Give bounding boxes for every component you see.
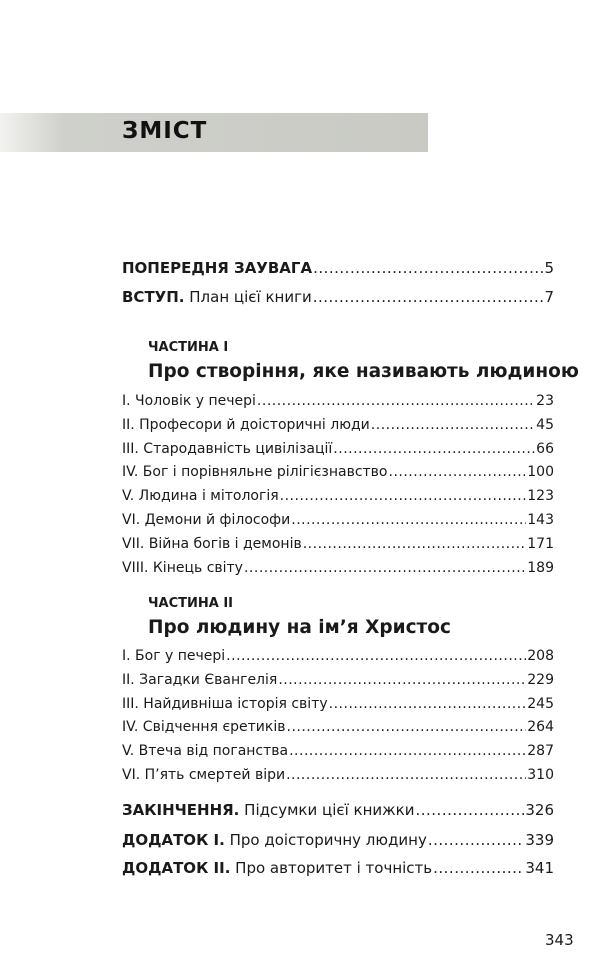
part-label: ЧАСТИНА I: [148, 340, 229, 355]
chapter-title: IV. Свідчення єретиків: [122, 719, 286, 736]
chapter-page: 123: [527, 488, 554, 505]
entry-page: 5: [544, 259, 554, 277]
chapter-entry[interactable]: [122, 441, 554, 457]
entry-page: 339: [525, 831, 554, 849]
chapter-entry[interactable]: [122, 672, 554, 688]
chapter-entry[interactable]: [122, 417, 554, 433]
chapter-entry[interactable]: [122, 536, 554, 552]
toc-entry[interactable]: [122, 288, 554, 306]
leader-dots: [291, 512, 526, 528]
entry-bold: ВСТУП.: [122, 288, 185, 306]
leader-dots: [329, 696, 527, 712]
leader-dots: [313, 288, 544, 306]
leader-dots: [289, 743, 526, 759]
chapter-page: 208: [527, 648, 554, 664]
chapter-page: 189: [527, 559, 554, 576]
page-title: ЗМІСТ: [122, 118, 208, 144]
toc-entry[interactable]: [122, 801, 554, 819]
chapter-title: V. Людина і мітологія: [122, 488, 279, 505]
chapter-entry[interactable]: [122, 464, 554, 480]
chapter-title: III. Стародавність цивілізації: [122, 440, 333, 457]
leader-dots: [280, 488, 527, 504]
chapter-entry[interactable]: [122, 393, 554, 409]
entry-page: 341: [525, 859, 554, 877]
chapter-title: III. Найдивніша історія світу: [122, 695, 328, 712]
leader-dots: [257, 393, 535, 409]
chapter-entry[interactable]: [122, 488, 554, 504]
page-number: 343: [545, 931, 574, 949]
toc-entry[interactable]: [122, 259, 554, 277]
leader-dots: [428, 831, 525, 849]
chapter-page: 171: [527, 535, 554, 552]
chapter-page: 287: [527, 743, 554, 760]
leader-dots: [303, 536, 527, 552]
part-heading: Про людину на ім’я Христос: [148, 617, 451, 638]
entry-bold: ЗАКІНЧЕННЯ.: [122, 801, 240, 819]
chapter-title: IV. Бог і порівняльне рілігієзнавство: [122, 464, 388, 481]
chapter-title: VIII. Кінець світу: [122, 559, 243, 576]
leader-dots: [333, 441, 535, 457]
entry-page: 7: [544, 288, 554, 306]
chapter-entry[interactable]: [122, 512, 554, 528]
entry-text: Підсумки цієї книжки: [239, 801, 415, 819]
chapter-page: 264: [527, 719, 554, 736]
entry-bold: ДОДАТОК II.: [122, 859, 231, 877]
toc-entry[interactable]: [122, 831, 554, 849]
leader-dots: [287, 719, 527, 735]
chapter-page: 66: [536, 440, 554, 457]
chapter-title: I. Чоловік у печері: [122, 393, 256, 409]
leader-dots: [433, 859, 524, 877]
chapter-title: V. Втеча від поганства: [122, 743, 289, 760]
title-band: [0, 113, 428, 152]
entry-page: 326: [525, 801, 554, 819]
chapter-entry[interactable]: [122, 743, 554, 759]
chapter-title: II. Професори й доісторичні люди: [122, 416, 370, 433]
chapter-entry[interactable]: [122, 560, 554, 576]
entry-text: Про доісторичну людину: [224, 831, 427, 849]
leader-dots: [371, 417, 535, 433]
leader-dots: [415, 801, 524, 819]
leader-dots: [226, 648, 526, 664]
chapter-entry[interactable]: [122, 696, 554, 712]
leader-dots: [286, 767, 526, 783]
chapter-entry[interactable]: [122, 648, 554, 664]
chapter-title: VI. П’ять смертей віри: [122, 767, 286, 783]
leader-dots: [313, 259, 543, 277]
chapter-entry[interactable]: [122, 767, 554, 783]
chapter-title: II. Загадки Євангелія: [122, 671, 278, 688]
chapter-page: 245: [527, 695, 554, 712]
part-label: ЧАСТИНА II: [148, 596, 233, 611]
chapter-page: 23: [536, 393, 554, 409]
chapter-page: 229: [527, 671, 554, 688]
leader-dots: [389, 464, 527, 480]
chapter-title: VII. Війна богів і демонів: [122, 535, 302, 552]
leader-dots: [278, 672, 526, 688]
toc-entry[interactable]: [122, 859, 554, 877]
chapter-page: 45: [536, 416, 554, 433]
part-heading: Про створіння, яке називають людиною: [148, 361, 579, 382]
chapter-page: 143: [527, 512, 554, 528]
chapter-title: VI. Демони й філософи: [122, 512, 291, 528]
chapter-page: 310: [527, 767, 554, 783]
leader-dots: [244, 560, 526, 576]
entry-text: План цієї книги: [184, 288, 312, 306]
chapter-page: 100: [527, 464, 554, 481]
chapter-entry[interactable]: [122, 719, 554, 735]
entry-bold: ДОДАТОК I.: [122, 831, 225, 849]
entry-bold: ПОПЕРЕДНЯ ЗАУВАГА: [122, 259, 313, 277]
entry-text: Про авторитет і точність: [230, 859, 433, 877]
chapter-title: I. Бог у печері: [122, 648, 226, 664]
